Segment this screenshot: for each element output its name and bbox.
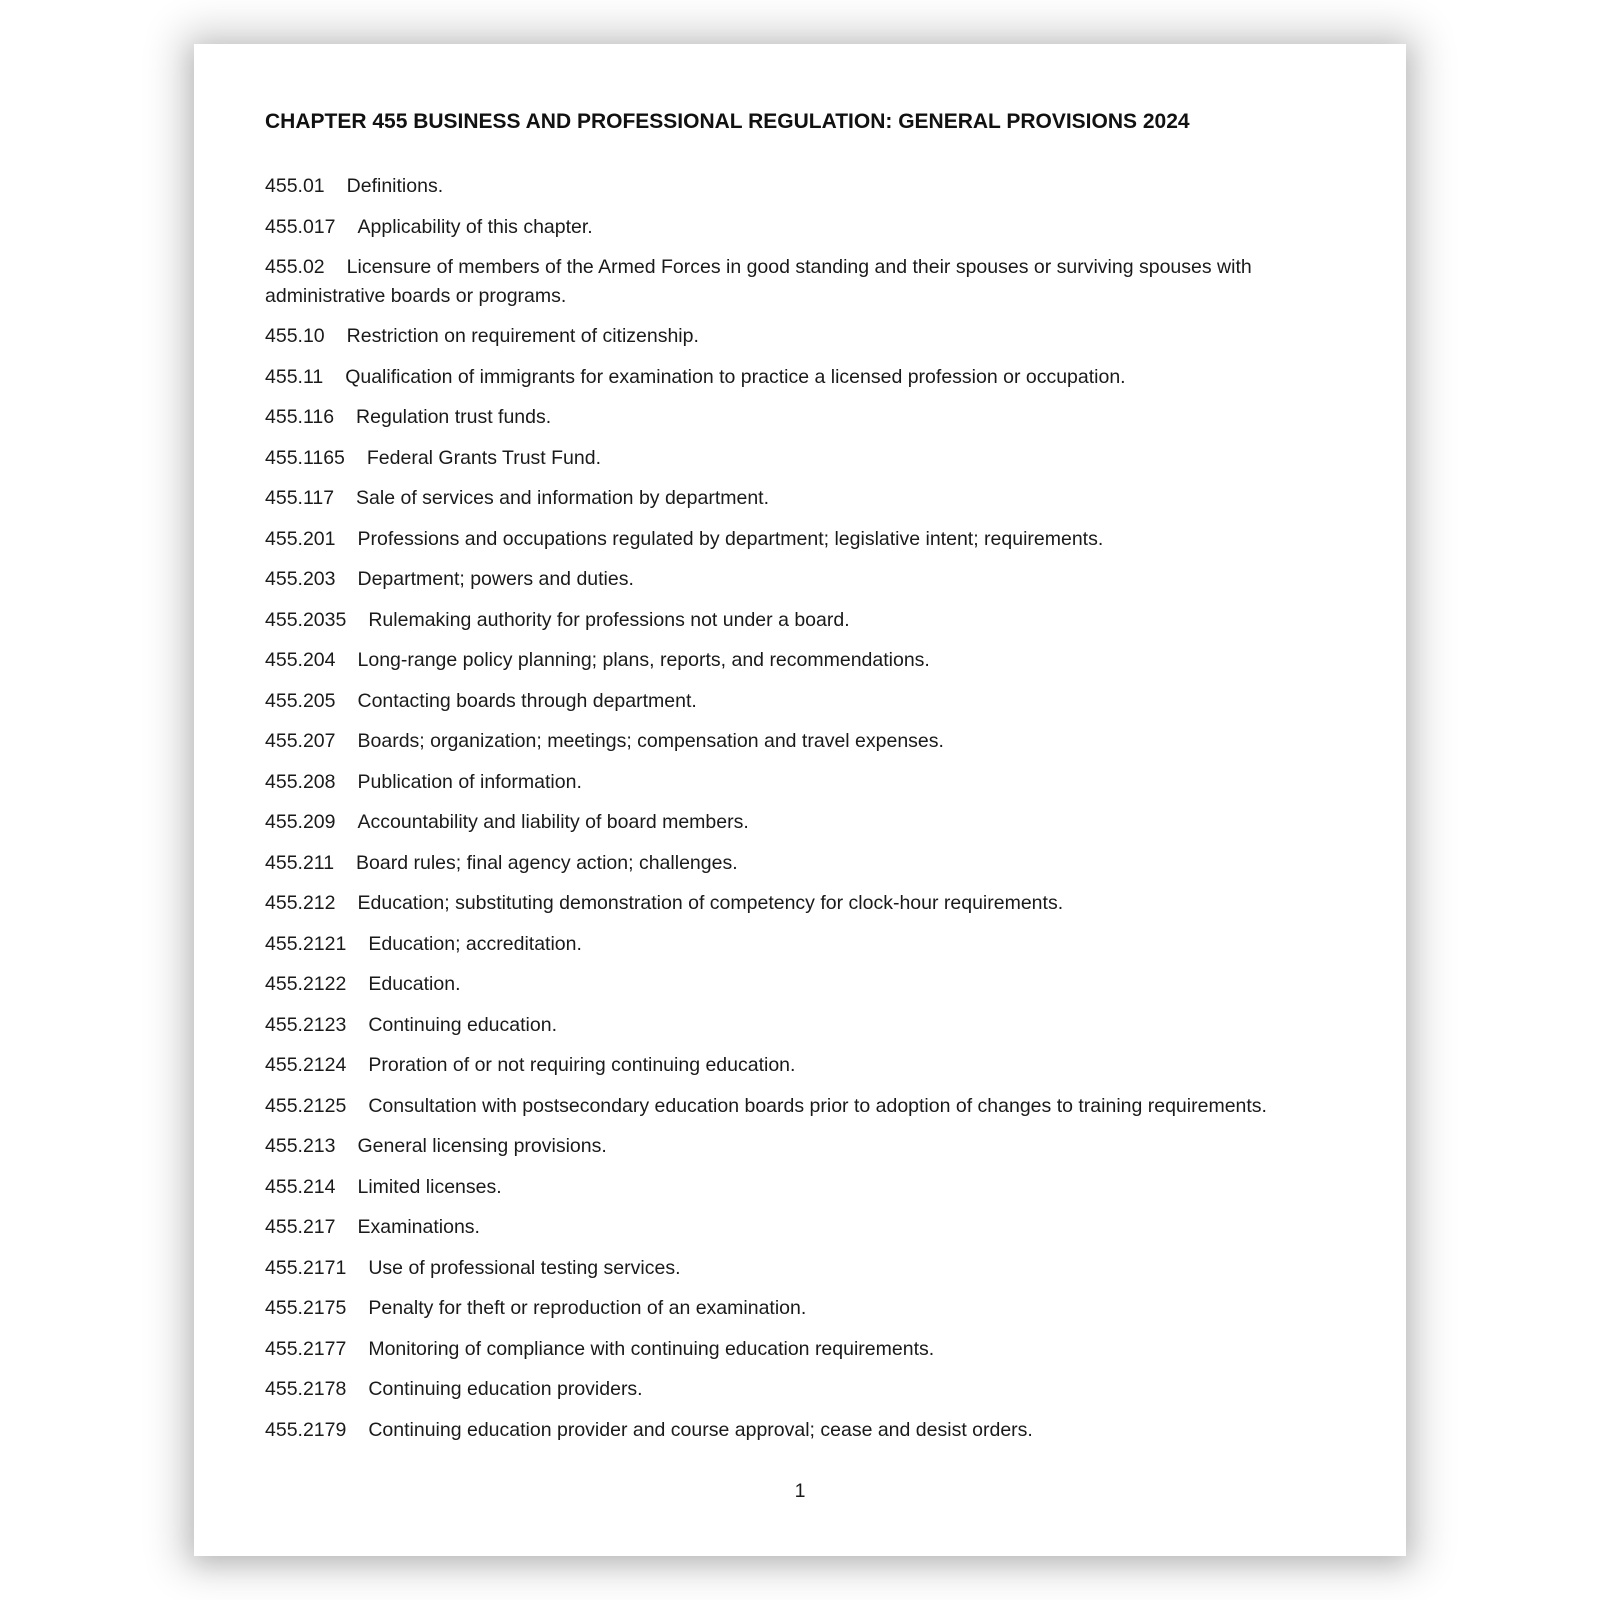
section-number: 455.2124: [265, 1054, 347, 1076]
section-number: 455.214: [265, 1175, 336, 1198]
section-entry: [265, 484, 1335, 513]
section-title: Professions and occupations regulated by department; legislative intent; requirements.: [357, 527, 1104, 550]
section-number: 455.201: [265, 527, 336, 550]
section-entry: [265, 1335, 1335, 1364]
section-entry: [265, 970, 1335, 999]
section-title: Federal Grants Trust Fund.: [366, 446, 601, 469]
section-entry: [265, 727, 1335, 756]
section-title: Accountability and liability of board members.: [357, 811, 749, 833]
section-list: [265, 172, 1335, 1456]
section-entry: [265, 525, 1335, 554]
section-entry: [265, 808, 1335, 837]
section-number: 455.2123: [265, 1013, 347, 1036]
page-number: 1: [794, 1480, 806, 1502]
section-title: Long-range policy planning; plans, reports, and recommendations.: [357, 649, 930, 671]
section-entry: [265, 1254, 1335, 1283]
section-title: Continuing education.: [368, 1013, 557, 1036]
section-entry: [265, 1173, 1335, 1202]
section-number: 455.2122: [265, 973, 347, 995]
section-number: 455.2175: [265, 1297, 347, 1319]
section-number: 455.2179: [265, 1418, 347, 1441]
section-entry: [265, 322, 1335, 351]
section-title: Board rules; final agency action; challenges.: [356, 851, 738, 874]
section-entry: [265, 213, 1335, 242]
section-title: Sale of services and information by department.: [356, 487, 770, 509]
section-entry: [265, 1213, 1335, 1242]
document-page: [194, 44, 1406, 1556]
section-number: 455.208: [265, 770, 336, 793]
section-title: Continuing education provider and course approval; cease and desist orders.: [368, 1418, 1033, 1441]
section-title: Regulation trust funds.: [356, 406, 552, 428]
section-number: 455.2125: [265, 1094, 347, 1117]
section-entry: [265, 889, 1335, 918]
section-title: Consultation with postsecondary education boards prior to adoption of changes to training requirements.: [368, 1094, 1267, 1117]
section-number: 455.2035: [265, 608, 347, 631]
section-title: Boards; organization; meetings; compensation and travel expenses.: [357, 730, 944, 752]
section-title: Examinations.: [357, 1216, 480, 1238]
section-entry: [265, 1375, 1335, 1404]
section-entry: [265, 1011, 1335, 1040]
section-title: Qualification of immigrants for examination to practice a licensed profession or occupation.: [345, 365, 1126, 388]
section-title: Education; accreditation.: [368, 932, 582, 955]
section-entry: [265, 172, 1335, 201]
section-number: 455.209: [265, 811, 336, 833]
page-title: CHAPTER 455 BUSINESS AND PROFESSIONAL REGULATION: GENERAL PROVISIONS 2024: [265, 110, 1190, 133]
section-title: Monitoring of compliance with continuing education requirements.: [368, 1337, 935, 1360]
section-title: Licensure of members of the Armed Forces in good standing and their spouses or surviving spouses with administrative boards or programs.: [265, 256, 1252, 307]
section-title: Applicability of this chapter.: [357, 215, 593, 238]
section-title: Continuing education providers.: [368, 1378, 643, 1400]
section-number: 455.116: [265, 406, 335, 428]
section-entry: [265, 606, 1335, 635]
section-title: Definitions.: [346, 175, 444, 197]
section-number: 455.212: [265, 892, 336, 914]
section-entry: [265, 646, 1335, 675]
section-number: 455.203: [265, 568, 336, 590]
section-entry: [265, 1051, 1335, 1080]
section-entry: [265, 403, 1335, 432]
section-title: General licensing provisions.: [357, 1135, 607, 1157]
section-title: Education; substituting demonstration of competency for clock-hour requirements.: [357, 892, 1064, 914]
section-title: Proration of or not requiring continuing education.: [368, 1054, 796, 1076]
section-title: Limited licenses.: [357, 1175, 502, 1198]
section-entry: [265, 930, 1335, 959]
section-number: 455.211: [265, 851, 335, 874]
section-title: Department; powers and duties.: [357, 568, 634, 590]
section-entry: [265, 565, 1335, 594]
section-number: 455.2177: [265, 1337, 347, 1360]
section-number: 455.217: [265, 1216, 336, 1238]
section-entry: [265, 1416, 1335, 1445]
section-number: 455.205: [265, 689, 336, 712]
section-number: 455.2171: [265, 1256, 347, 1279]
section-number: 455.2178: [265, 1378, 347, 1400]
section-entry: [265, 1092, 1335, 1121]
section-number: 455.2121: [265, 932, 347, 955]
section-number: 455.10: [265, 325, 325, 347]
section-title: Education.: [368, 973, 461, 995]
section-entry: [265, 363, 1335, 392]
section-number: 455.01: [265, 175, 325, 197]
section-number: 455.11: [265, 365, 324, 388]
section-title: Rulemaking authority for professions not under a board.: [368, 608, 850, 631]
section-entry: [265, 849, 1335, 878]
section-number: 455.204: [265, 649, 336, 671]
section-number: 455.02: [265, 256, 325, 278]
section-number: 455.1165: [265, 446, 345, 469]
section-entry: [265, 1294, 1335, 1323]
section-number: 455.117: [265, 487, 335, 509]
section-entry: [265, 444, 1335, 473]
section-number: 455.017: [265, 215, 336, 238]
section-title: Use of professional testing services.: [368, 1256, 681, 1279]
section-entry: [265, 1132, 1335, 1161]
section-number: 455.207: [265, 730, 336, 752]
section-entry: [265, 253, 1335, 310]
section-title: Restriction on requirement of citizenship.: [346, 325, 699, 347]
section-number: 455.213: [265, 1135, 336, 1157]
section-entry: [265, 768, 1335, 797]
section-title: Penalty for theft or reproduction of an examination.: [368, 1297, 807, 1319]
section-entry: [265, 687, 1335, 716]
section-title: Publication of information.: [357, 770, 582, 793]
section-title: Contacting boards through department.: [357, 689, 697, 712]
